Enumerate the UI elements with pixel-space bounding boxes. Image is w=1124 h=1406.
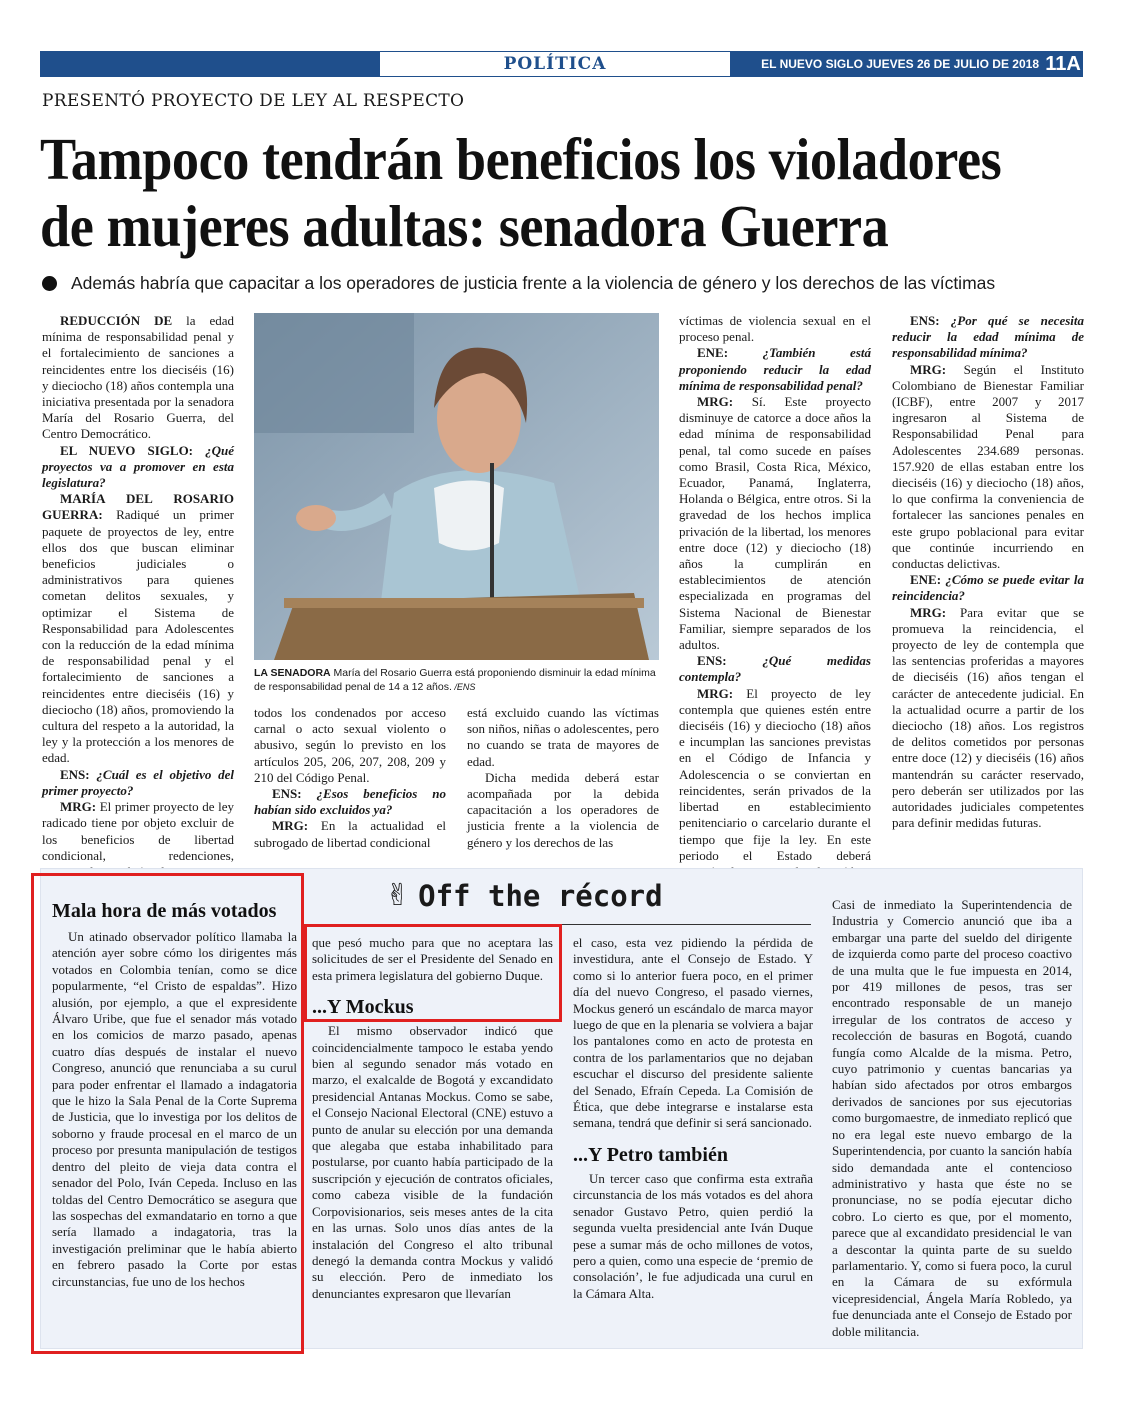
- otr-column-2: que pesó mucho para que no aceptara las solicitudes de ser el Presidente del Senado en esta primera legislatura del gobierno Duque. ...Y Mockus El mismo observador indicó que coincidencialmente tampoco le estaba yendo bien al segundo senador más votado en marzo, el exalcalde de Bogotá y excandidato presidencial Antanas Mockus. Como se sabe, el Consejo Nacional Electoral (CNE) estuvo a punto de anular su elección por una demanda que alegaba que estaba inhabilitado para postularse, por cuanto había participado de la suscripción y ejecución de contratos oficiales, como cabeza visible de la fundación Corpovisionarios, seis meses antes de la cita en las urnas. Solo unos días antes de la instalación del Congreso el alto tribunal denegó la demanda contra Mockus y validó su elección. Pero de inmediato los denunciantes expresaron que llevarían: [312, 935, 553, 1301]
- off-the-record-title: ✌ Off the récord: [385, 878, 663, 913]
- otr-subhead-2: ...Y Mockus: [312, 996, 414, 1019]
- otr-column-1: Mala hora de más votados Un atinado observador político llamaba la atención ayer sobre cómo los dirigentes más votados en Colombia tenían, como se dice popularmente, “el Cristo de espaldas”. Hizo alusión, por ejemplo, a que el expresidente Álvaro Uribe, que fue el senador más votado en los comicios de marzo pasado, apenas cuatro días después de instalar el nuevo Congreso, anunció que renunciaba a su curul para poder enfrentar el llamado a indagatoria que le hizo la Sala Penal de la Corte Suprema de Justicia, que lo investiga por los delitos de soborno y fraude procesal en el marco de un proceso por presunta manipulación de testigos dentro del pleito de vieja data contra el senador del Polo, Iván Cepeda. Incluso en las toldas del Centro Democrático se asegura que las sospechas del exmandatario en torno a que sería llamado a indagatoria, tras la investigación preliminar que le había abierto en febrero pasado la Corte por estas circunstancias, fue uno de los hechos: [52, 900, 297, 1289]
- victory-hand-icon: ✌: [385, 878, 411, 913]
- senator-photo: [254, 313, 659, 660]
- highlight-box: [31, 873, 304, 1354]
- headline: Tampoco tendrán beneficios los violadores de mujeres adultas: senadora Guerra: [40, 126, 1002, 259]
- article-column-3: está excluido cuando las víctimas son niños, niñas o adolescentes, pero no cuando se trata de mayores de edad. Dicha medida deberá estar acompañada por la debida capacitación a los operadores de justicia frente a la violencia de género y los derechos de las: [467, 705, 659, 850]
- page-number: 11A: [1045, 53, 1081, 75]
- article-column-2: todos los condenados por acceso carnal o acto sexual violento o abusivo, según lo previsto en los artículos 205, 206, 207, 208, 209 y 210 del Código Penal. ENS: ¿Esos beneficios no habían sido excluidos ya? MRG: En la actualidad el subrogado de libertad condicional: [254, 705, 446, 850]
- deck: [42, 273, 1102, 294]
- senator-photo-icon: [254, 313, 659, 660]
- article-column-1: REDUCCIÓN DE la edad mínima de responsabilidad penal y el fortalecimiento de sanciones a reincidentes entre los dieciséis (16) y dieciocho (18) años contempla una iniciativa presentada por la senadora María del Rosario Guerra, del Centro Democrático. EL NUEVO SIGLO: ¿Qué proyectos va a promover en esta legislatura? MARÍA DEL ROSARIO GUERRA: Radiqué un primer paquete de proyectos de ley, entre ellos dos que buscan eliminar beneficios judiciales o administrativos para quienes cometan delitos sexuales, y optimizar el Sistema de Responsabilidad para Adolescentes con la reducción de la edad mínima de responsabilidad penal y el fortalecimiento de sanciones a reincidentes entre dieciséis (16) y dieciocho (18) años, promoviendo la cultura del respeto a la autoridad, la ley y la protección a los menores de edad. ENS: ¿Cuál es el objetivo del primer proyecto? MRG: El primer proyecto de ley radicado tiene por objeto excluir de los beneficios de libertad condicional, redenciones,: [42, 313, 235, 863]
- otr-subhead-1: Mala hora de más votados: [52, 900, 277, 922]
- deck-text: Además habría que capacitar a los operadores de justicia frente a la violencia de género y los derechos de las víctimas: [71, 273, 996, 293]
- kicker: PRESENTÓ PROYECTO DE LEY AL RESPECTO: [42, 91, 465, 111]
- otr-column-3: el caso, esta vez pidiendo la pérdida de investidura, ante el Consejo de Estado. Y como si lo anterior fuera poco, en el primer día del nuevo Congreso, el pasado viernes, Mockus generó un escándalo de marca mayor luego de que en la plenaria se volviera a bajar los pantalones como en acto de protesta en contra de los parlamentarios que no dejaban escuchar el discurso del presidente saliente del Senado, Efraín Cepeda. La Comisión de Ética, que debe integrarse e instalarse esta semana, tendrá que definir si será sancionado. ...Y Petro también Un tercer caso que confirma esta extraña circunstancia de los más votados es del ahora senador Gustavo Petro, quien perdió la segunda vuelta presidencial ante Iván Duque pese a sumar más de ocho millones de votos, pero a quien, como una especie de ‘premio de consolación’, le fue adjudicada una curul en la Cámara Alta.: [573, 935, 813, 1301]
- otr-subhead-3: ...Y Petro también: [573, 1143, 728, 1166]
- otr-column-4: Casi de inmediato la Superintendencia de Industria y Comercio anunció que iba a embargar una parte del sueldo del dirigente de izquierda como parte del proceso coactivo de una multa que le fue impuesta en 2014, por 419 millones de pesos, tras ser encontrado responsable de un manejo irregular de los contratos de acceso y recolección de basuras en Bogotá, cuando fungía como Alcalde de la misma. Petro, cuyo patrimonio y cuentas bancarias ya habían sido afectados por otros embargos derivados de sanciones por sus ejecutorias como burgomaestre, de inmediato replicó que no era legal este nuevo embargo de la Superintendencia, por cuanto la sanción había sido demandada ante el contencioso administrativo y hasta que éste no se pronunciase, no se podía ejecutar dicho cobro. Lo cierto es que, por el momento, parece que al excandidato presidencial le van a descontar la quinta parte de su sueldo parlamentario. Y, como si fuera poco, la curul en la Cámara de su exfórmula vicepresidencial, Ángela María Robledo, ya fue denunciada ante el Consejo de Estado por doble militancia.: [832, 897, 1072, 1339]
- bullet-icon: [42, 276, 57, 291]
- article-column-4: víctimas de violencia sexual en el proceso penal. ENE: ¿También está proponiendo reducir la edad mínima de responsabilidad penal? MRG: Sí. Este proyecto disminuye de catorce a doce años la edad mínima de responsabilidad penal, tal como sucede en países como Brasil, Costa Rica, México, Ecuador, Panamá, Inglaterra, Holanda o Bélgica, entre otros. Si la gravedad de los hechos implica privación de la libertad, los menores entre doce (12) y dieciocho (18) años la cumplirán en establecimientos de atención especializada en programas del Sistema Nacional de Bienestar Familiar, siempre separados de los adultos. ENS: ¿Qué medidas contempla? MRG: El proyecto de ley contempla que quienes estén entre dieciséis (16) y dieciocho (18) años e incumplan las sanciones previstas en el Código de Infancia y Adolescencia o se conviertan en reincidentes, serán privados de la libertad en establecimiento penitenciario o carcelario durante el tiempo que fije la ley. En este periodo el Estado deberá: [679, 313, 871, 863]
- section-header-bar: [40, 51, 1083, 77]
- paper-date: EL NUEVO SIGLO JUEVES 26 DE JULIO DE 2018: [761, 57, 1039, 71]
- highlight-box: [304, 924, 562, 1022]
- article-column-5: ENS: ¿Por qué se necesita reducir la edad mínima de responsabilidad mínima? MRG: Según el Instituto Colombiano de Bienestar Familiar (ICBF), entre 2007 y 2017 ingresaron al Sistema de Responsabilidad Penal para Adolescentes 234.689 personas. 157.920 de ellas estaban entre los dieciséis (16) y dieciocho (18) años, lo que confirma la conveniencia de fortalecer las sanciones penales en este grupo poblacional para evitar que continúe incurriendo en conductas delictivas. ENE: ¿Cómo se puede evitar la reincidencia? MRG: Para evitar que se promueva la reincidencia, el proyecto de ley de contempla que las sentencias proferidas a mayores de dieciséis (16) años tengan el carácter de antecedente judicial. En la actualidad ocurre a partir de los dieciocho (18) años. Los registros de delitos cometidos por personas entre doce (12) y dieciséis (16) años mantendrán su carácter reservado, pero deberán ser utilizados por las autoridades judiciales competentes para definir medidas futuras.: [892, 313, 1084, 831]
- photo-caption: LA SENADORA María del Rosario Guerra está proponiendo disminuir la edad mínima de responsabilidad penal de 14 a 12 años. /ENS: [254, 667, 656, 693]
- section-name: POLÍTICA: [380, 52, 730, 76]
